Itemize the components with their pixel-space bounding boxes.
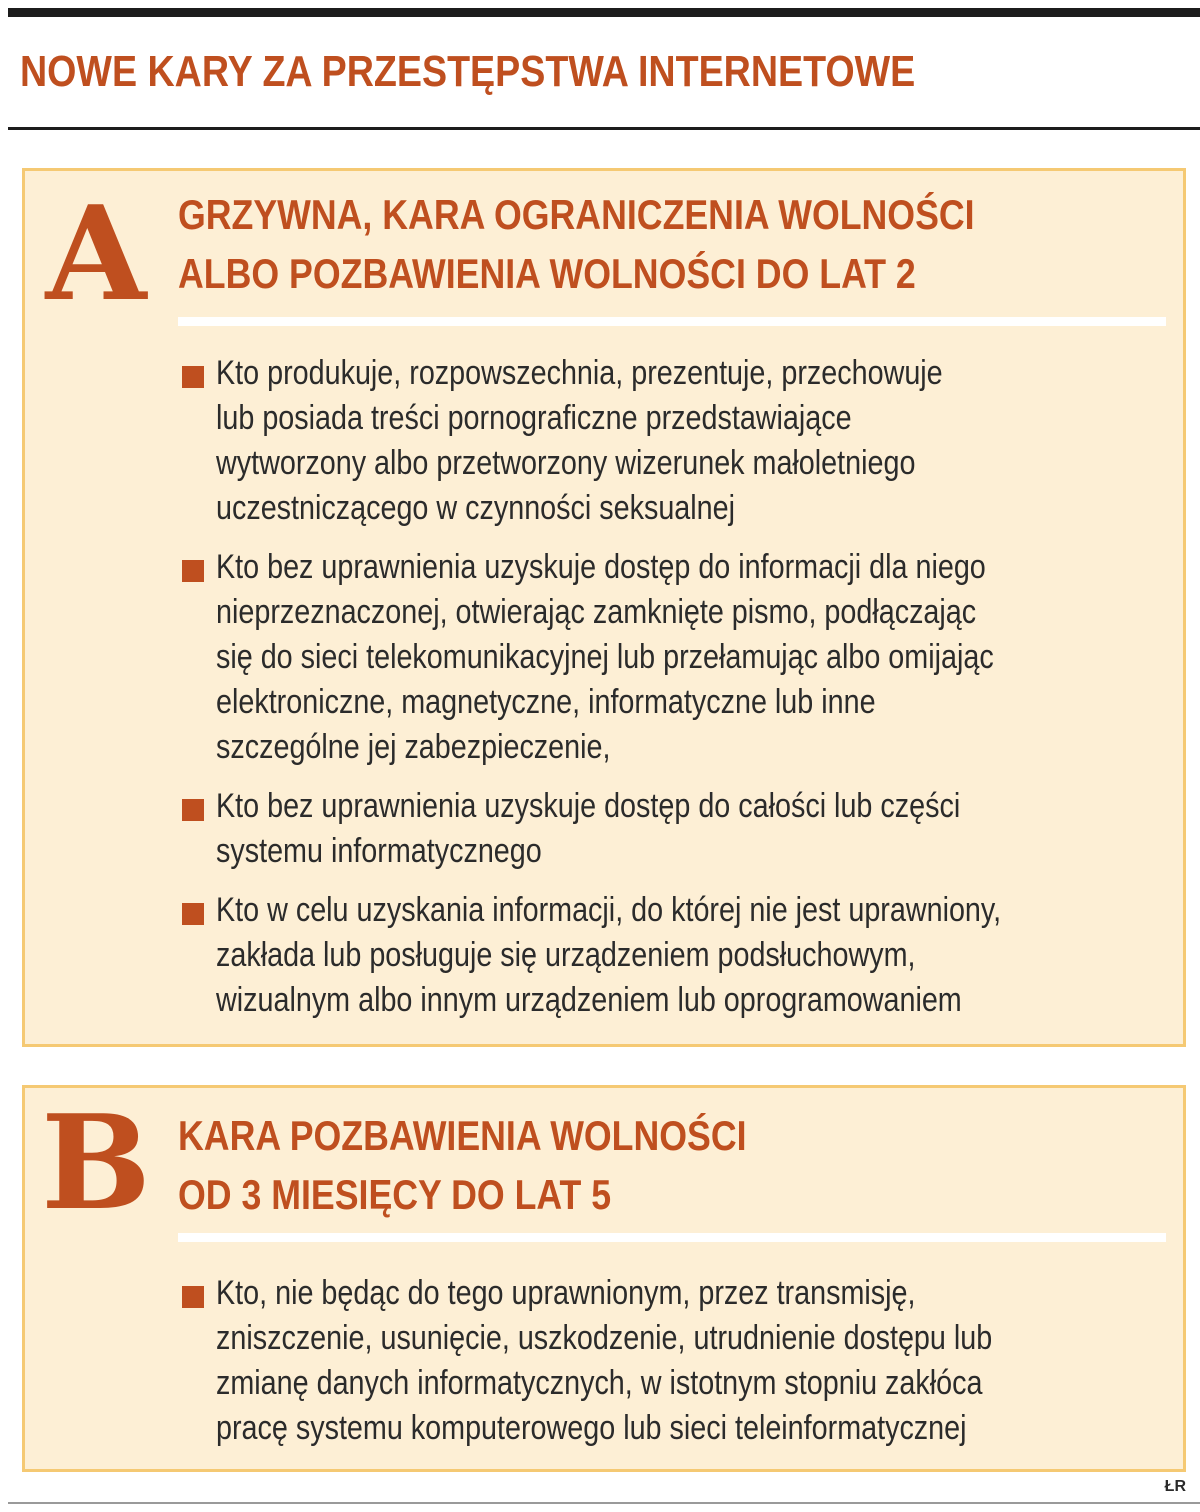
section-b-heading-line: OD 3 MIESIĘCY DO LAT 5 — [178, 1171, 612, 1218]
text-line: pracę systemu komputerowego lub sieci teleinformatycznej — [216, 1409, 967, 1447]
section-b-divider — [178, 1233, 1166, 1242]
section-b-heading-line: KARA POZBAWIENIA WOLNOŚCI — [178, 1112, 747, 1159]
list-item — [178, 545, 1145, 770]
list-item — [178, 888, 1145, 1023]
text-line: elektroniczne, magnetyczne, informatyczne lub inne — [216, 683, 876, 721]
text-line: się do sieci telekomunikacyjnej lub przełamując albo omijając — [216, 638, 994, 676]
text-line: zniszczenie, usunięcie, uszkodzenie, utrudnienie dostępu lub — [216, 1319, 993, 1357]
list-item-text — [216, 888, 1001, 1023]
section-b-panel — [22, 1085, 1186, 1472]
bottom-rule — [8, 1502, 1200, 1504]
text-line: Kto, nie będąc do tego uprawnionym, przez transmisję, — [216, 1274, 916, 1312]
square-bullet-icon — [182, 366, 204, 388]
list-item — [178, 351, 1145, 531]
section-b-letter: B — [41, 1086, 151, 1239]
page-title: NOWE KARY ZA PRZESTĘPSTWA INTERNETOWE — [20, 47, 916, 96]
title-rule — [8, 127, 1200, 130]
list-item-text — [216, 1271, 992, 1451]
square-bullet-icon — [182, 903, 204, 925]
text-line: wizualnym albo innym urządzeniem lub oprogramowaniem — [216, 981, 962, 1019]
list-item-text — [216, 545, 1001, 770]
text-line: Kto produkuje, rozpowszechnia, prezentuje, przechowuje — [216, 354, 943, 392]
section-a-panel — [22, 168, 1186, 1047]
text-line: uczestniczącego w czynności seksualnej — [216, 489, 736, 527]
text-line: systemu informatycznego — [216, 832, 542, 870]
section-a-heading — [178, 185, 975, 303]
list-item — [178, 784, 1145, 874]
section-a-heading-line: GRZYWNA, KARA OGRANICZENIA WOLNOŚCI — [178, 191, 975, 238]
square-bullet-icon — [182, 560, 204, 582]
text-line: zakłada lub posługuje się urządzeniem podsłuchowym, — [216, 936, 916, 974]
section-a-divider — [178, 317, 1166, 326]
text-line: zmianę danych informatycznych, w istotnym stopniu zakłóca — [216, 1364, 983, 1402]
text-line: Kto w celu uzyskania informacji, do której nie jest uprawniony, — [216, 891, 1002, 929]
text-line: lub posiada treści pornograficzne przedstawiające — [216, 399, 852, 437]
top-rule — [8, 8, 1200, 17]
text-line: szczególne jej zabezpieczenie, — [216, 728, 611, 766]
text-line: Kto bez uprawnienia uzyskuje dostęp do całości lub części — [216, 787, 961, 825]
list-item-text — [216, 784, 1001, 874]
section-b-list — [178, 1271, 1135, 1465]
text-line: Kto bez uprawnienia uzyskuje dostęp do informacji dla niego — [216, 548, 986, 586]
author-credit: ŁR — [1164, 1478, 1186, 1495]
section-a-list — [178, 351, 1145, 1037]
square-bullet-icon — [182, 1286, 204, 1308]
section-a-heading-line: ALBO POZBAWIENIA WOLNOŚCI DO LAT 2 — [178, 250, 916, 297]
square-bullet-icon — [182, 799, 204, 821]
list-item — [178, 1271, 1135, 1451]
section-b-heading — [178, 1106, 747, 1224]
section-a-letter: A — [45, 177, 147, 330]
text-line: nieprzeznaczonej, otwierając zamknięte pismo, podłączając — [216, 593, 977, 631]
list-item-text — [216, 351, 1001, 531]
text-line: wytworzony albo przetworzony wizerunek małoletniego — [216, 444, 916, 482]
